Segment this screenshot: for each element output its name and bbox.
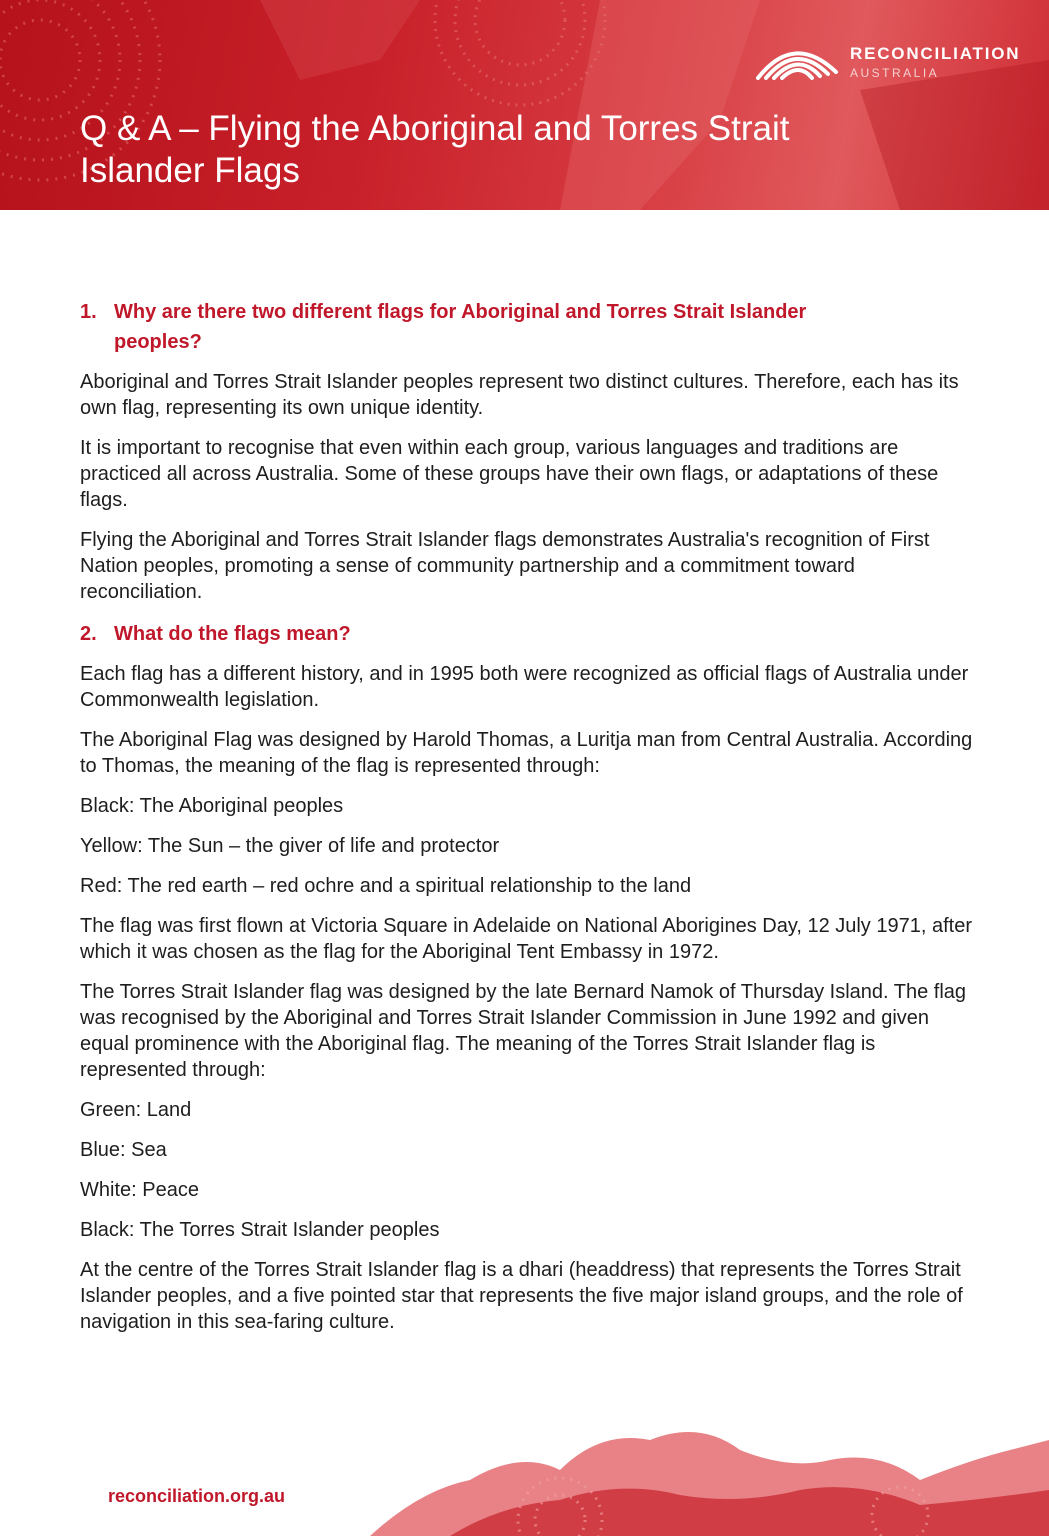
paragraph: At the centre of the Torres Strait Islander flag is a dhari (headdress) that represents the Torres Strait Islander peoples, and a five pointed star that represents the five major island groups, and the role of navigation in this sea-faring culture. xyxy=(80,1259,963,1333)
question-1-text-line-1: Why are there two different flags for Aboriginal and Torres Strait Islander xyxy=(114,301,807,323)
page-title-line-2: Islander Flags xyxy=(80,151,300,190)
question-2-text: What do the flags mean? xyxy=(114,623,351,645)
flag-colour-meaning: Green: Land xyxy=(80,1099,192,1121)
flag-colour-meaning: Blue: Sea xyxy=(80,1139,167,1161)
question-1-text-line-2: peoples? xyxy=(114,331,202,353)
paragraph: The Torres Strait Islander flag was designed by the late Bernard Namok of Thursday Island. The flag was recognised by the Aboriginal and Torres Strait Islander Commission in June 1992 and given equal prominence with the Aboriginal flag. The meaning of the Torres Strait Islander flag is represented through: xyxy=(80,981,967,1081)
reconciliation-australia-logo xyxy=(754,38,1034,88)
question-1-heading xyxy=(80,297,980,357)
footer xyxy=(0,1410,1049,1536)
website-link[interactable]: reconciliation.org.au xyxy=(108,1486,286,1506)
document-body xyxy=(80,297,980,1349)
logo-subtitle: AUSTRALIA xyxy=(850,66,940,80)
paragraph: Aboriginal and Torres Strait Islander peoples represent two distinct cultures. Therefore, each has its own flag, representing its own unique identity. xyxy=(80,371,959,419)
header-banner xyxy=(0,0,1049,210)
flag-colour-meaning: Yellow: The Sun – the giver of life and protector xyxy=(80,835,500,857)
page-title-line-1: Q & A – Flying the Aboriginal and Torres Strait xyxy=(80,109,790,148)
question-1-number: 1. xyxy=(80,301,97,323)
page-title xyxy=(80,108,940,192)
flag-colour-meaning: Black: The Torres Strait Islander peoples xyxy=(80,1219,440,1241)
flag-colour-meaning: Black: The Aboriginal peoples xyxy=(80,795,344,817)
paragraph: Flying the Aboriginal and Torres Strait Islander flags demonstrates Australia's recognition of First Nation peoples, promoting a sense of community partnership and a commitment toward reconciliation. xyxy=(80,529,930,603)
flag-colour-meaning: White: Peace xyxy=(80,1179,199,1201)
paragraph: The flag was first flown at Victoria Square in Adelaide on National Aborigines Day, 12 July 1971, after which it was chosen as the flag for the Aboriginal Tent Embassy in 1972. xyxy=(80,915,972,963)
question-2-heading xyxy=(80,619,980,649)
logo-name: RECONCILIATION xyxy=(850,44,1021,63)
reconciliation-arcs-logo-icon xyxy=(754,38,840,82)
paragraph: Each flag has a different history, and in 1995 both were recognized as official flags of Australia under Commonwealth legislation. xyxy=(80,663,969,711)
question-2-number: 2. xyxy=(80,623,97,645)
paragraph: The Aboriginal Flag was designed by Harold Thomas, a Luritja man from Central Australia. According to Thomas, the meaning of the flag is represented through: xyxy=(80,729,973,777)
flag-colour-meaning: Red: The red earth – red ochre and a spiritual relationship to the land xyxy=(80,875,692,897)
paragraph: It is important to recognise that even within each group, various languages and traditions are practiced all across Australia. Some of these groups have their own flags, or adaptations of these flags. xyxy=(80,437,939,511)
footer-art-decoration xyxy=(0,1410,1049,1536)
